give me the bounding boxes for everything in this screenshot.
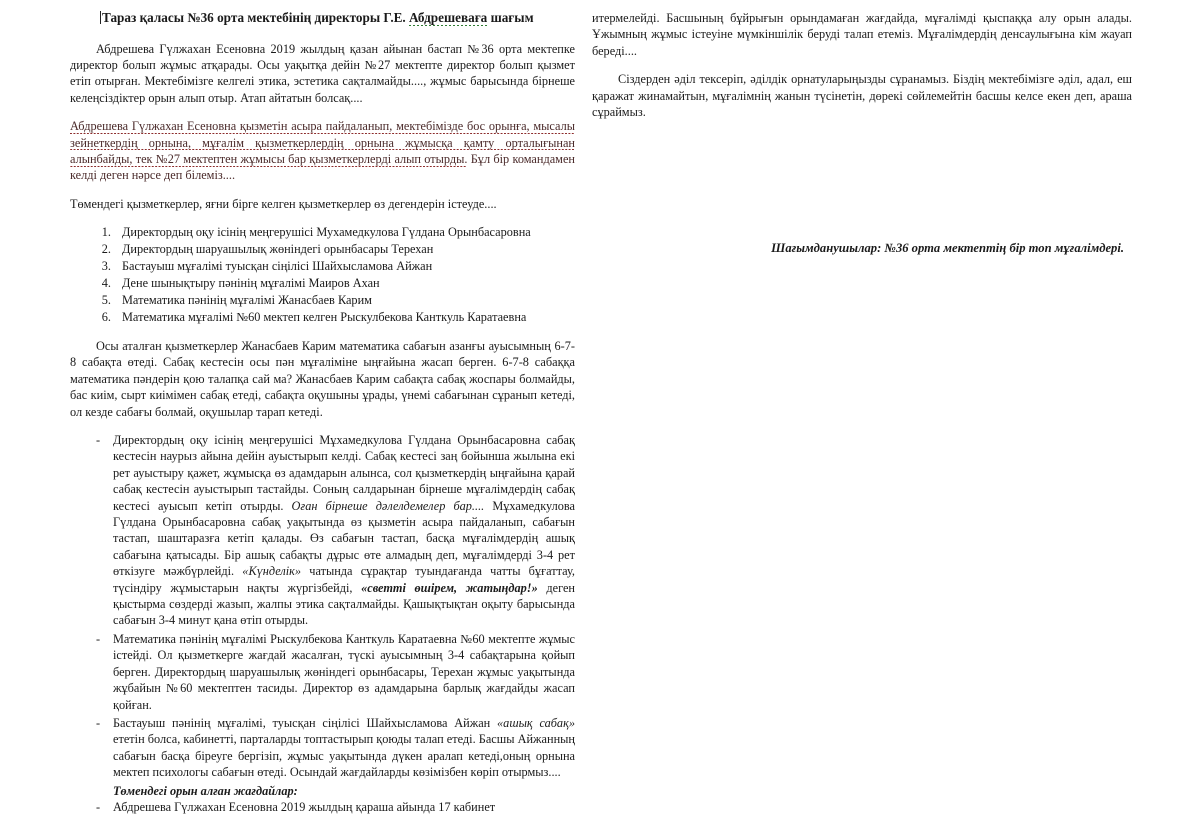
spellcheck-underlined-text: Абдрешева Гүлжахан Есеновна қызметін асыра пайдаланып, мектебімізде бос орынға, мысалы зейнеткердің орнына, мұғалім қызметкерлердің орнына жұмысқа қамту орталығынан алынбайды, тек №27 мектептен жұмысы бар қызметкерлерді алып отырды. xyxy=(70,119,575,166)
bullet-text-b: Мұхамедкулова Гүлдана Орынбасаровна сабақ уақытында өз қызметін асыра пайдаланып, сабағын тастап, шаштаразға кетіп қалады. Өз сабағын тастап, басқа мұғалімдердің ашық сабағына қатысады. Бір ашық сабақты дұрыс өте алмадың деп, мұғалімдерді 3-4 рет өткізуге мәжбүрлейді. xyxy=(113,498,575,579)
bullet-text-a: Директордың оқу ісінің меңгерушісі Мұхамедкулова Гүлдана Орынбасаровна сабақ кестесін наурыз айына дейін ауыстырып келді. Сабақ кестесі заң бойынша жылына екі рет ауыстыру қажет, жұмысқа өз адамдарын алынса, сол қызметкердің ыңғайына қарай сабақ кестесін ауыстырып тастайды. Соның салдарынан бірнеше мұғалімдердің сабақ кестесі ауысып кетіп отырды. xyxy=(113,433,575,513)
paragraph-request: Сіздерден әділ тексеріп, әділдік орнатуларыңызды сұранамыз. Біздің мектебімізге әділ, адал, еш қаражат жинамайтын, мұғалімнің жанын түсінетін, дөрекі сөйлемейтін басшы келсе екен деп, араша сұраймыз. xyxy=(592,72,1132,120)
title-grammar-flagged-word: Абдрешеваға xyxy=(409,10,488,25)
list-item xyxy=(70,432,575,629)
bullet-text: Математика пәнінің мұғалімі Рыскулбекова Канткуль Каратаевна №60 мектепте жұмыс істейді. Ол қызметкерге жағдай жасалған, түскі ауысымның 3-4 сабақтарына қойып берген. Директордың шаруашылық жөніндегі орынбасары, Терехан жұмыс уақытында жұбайын №60 мектептен тасиды. Директор өз адамдарына барлық жағдайды жасап қойған. xyxy=(113,631,575,712)
incident-bullet-list xyxy=(70,799,575,815)
bullet-italic-evidence: Оған бірнеше дәлелдемелер бар.... xyxy=(291,498,485,513)
list-item: 2. Директордың шаруашылық жөніндегі орынбасары Терехан xyxy=(114,241,575,258)
dash-bullet-icon: - xyxy=(96,631,101,646)
right-column xyxy=(592,0,1132,255)
paragraph-spellchecked-tail: Бұл бір командамен келді деген нәрсе деп білеміз.... xyxy=(70,151,576,183)
employee-numbered-list xyxy=(70,224,575,326)
bullet-bold-italic-quote: «светті өшірем, жатыңдар!» xyxy=(361,580,538,595)
sub-heading-incidents: Төмендегі орын алған жағдайлар: xyxy=(113,783,298,798)
paragraph-intro: Абдрешева Гүлжахан Есеновна 2019 жылдың қазан айынан бастап №36 орта мектепке директор болып жұмыс атқарады. Осы уақытқа дейін №27 мектепте директор болып қызмет етіп отырған. Мектебімізге келгелі этика, эстетика сақталмайды...., жұмыс барысында бірнеше келеңсіздіктер орын алып отыр. Атап айтатын болсақ.... xyxy=(70,41,575,105)
complaint-bullet-list xyxy=(70,432,575,781)
paragraph-spellchecked xyxy=(70,118,575,184)
bullet-text-a: Бастауыш пәнінің мұғалімі, туысқан сіңілісі Шайхысламова Айжан xyxy=(113,715,498,730)
title-suffix: шағым xyxy=(487,10,534,25)
bullet-text-b: ететін болса, кабинетті, парталарды топтастырып қоюды талап етеді. Басшы Айжанның сабағын басқа біреуге бергізіп, жұмыс уақытында дүкен аралап кетеді,оның орнына мектеп психологы сабағын өтеді. Осындай жағдайларды көзімізбен көріп отырмыз.... xyxy=(113,732,575,780)
list-item: 4. Дене шынықтыру пәнінің мұғалімі Маиров Ахан xyxy=(114,275,575,292)
list-item xyxy=(70,799,575,815)
dash-bullet-icon: - xyxy=(96,799,101,814)
signature-line: Шағымданушылар: №36 орта мектептің бір топ мұғалімдері. xyxy=(771,241,1124,255)
document-title xyxy=(70,10,575,27)
bullet-italic-open-lesson: «ашық сабақ» xyxy=(497,715,575,730)
list-item xyxy=(70,715,575,781)
list-item: 5. Математика пәнінің мұғалімі Жанасбаев Карим xyxy=(114,292,575,309)
list-item: 3. Бастауыш мұғалімі туысқан сіңілісі Шайхысламова Айжан xyxy=(114,258,575,275)
bullet-text: Абдрешева Гүлжахан Есеновна 2019 жылдың қараша айында 17 кабинет xyxy=(113,799,496,814)
bullet-text-d: деген қыстырма сөздерді жазып, жалпы этика сақталмайды. Қашықтықтан оқыту барысында сабағын 3-4 минут қана өтіп отырды. xyxy=(113,580,575,628)
dash-bullet-icon: - xyxy=(96,433,101,447)
left-column xyxy=(70,0,575,817)
list-item: 6. Математика мұғалімі №60 мектеп келген Рыскулбекова Канткуль Каратаевна xyxy=(114,309,575,326)
dash-bullet-icon: - xyxy=(96,715,101,730)
bullet-text-c: чатында сұрақтар туындағанда чатты бұғаттау, түсіндіру жұмыстарын нақты жүргізбейді, xyxy=(113,564,575,595)
paragraph-schedule-complaint: Осы аталған қызметкерлер Жанасбаев Карим математика сабағын азанғы ауысымның 6-7-8 сабақта өтеді. Сабақ кестесін осы пән мұғаліміне ыңғайына жасап берген. 6-7-8 сабаққа математика пәндерін қою талапқа сай ма? Жанасбаев Карим сабақта сабақ жоспары болмайды, бас киім, сырт киімімен сабақ етеді, сабақта оқушыны ұрады, үнемі сабағынан сұранып кетеді, ол кезде сабағы болмай, оқушылар тарап кетеді. xyxy=(70,338,575,419)
title-prefix: Тараз қаласы №36 орта мектебінің директоры Г.Е. xyxy=(102,10,410,25)
text-cursor-icon xyxy=(100,11,101,24)
list-item xyxy=(70,631,575,713)
paragraph-continuation: итермелейді. Басшының бұйрығын орындамаған жағдайда, мұғалімді қыспаққа алу орын алады. Ұжымның жұмыс істеуіне мүмкіншілік беруді талап етеміз. Мұғалімдердің денсаулығына кім жауап береді.... xyxy=(592,11,1132,58)
list-item: 1. Директордың оқу ісінің меңгерушісі Мухамедкулова Гүлдана Орынбасаровна xyxy=(114,224,575,241)
paragraph-list-lead-in: Төмендегі қызметкерлер, яғни бірге келген қызметкерлер өз дегендерін істеуде.... xyxy=(70,196,497,211)
bullet-italic-kundelik: «Күнделік» xyxy=(242,564,302,579)
